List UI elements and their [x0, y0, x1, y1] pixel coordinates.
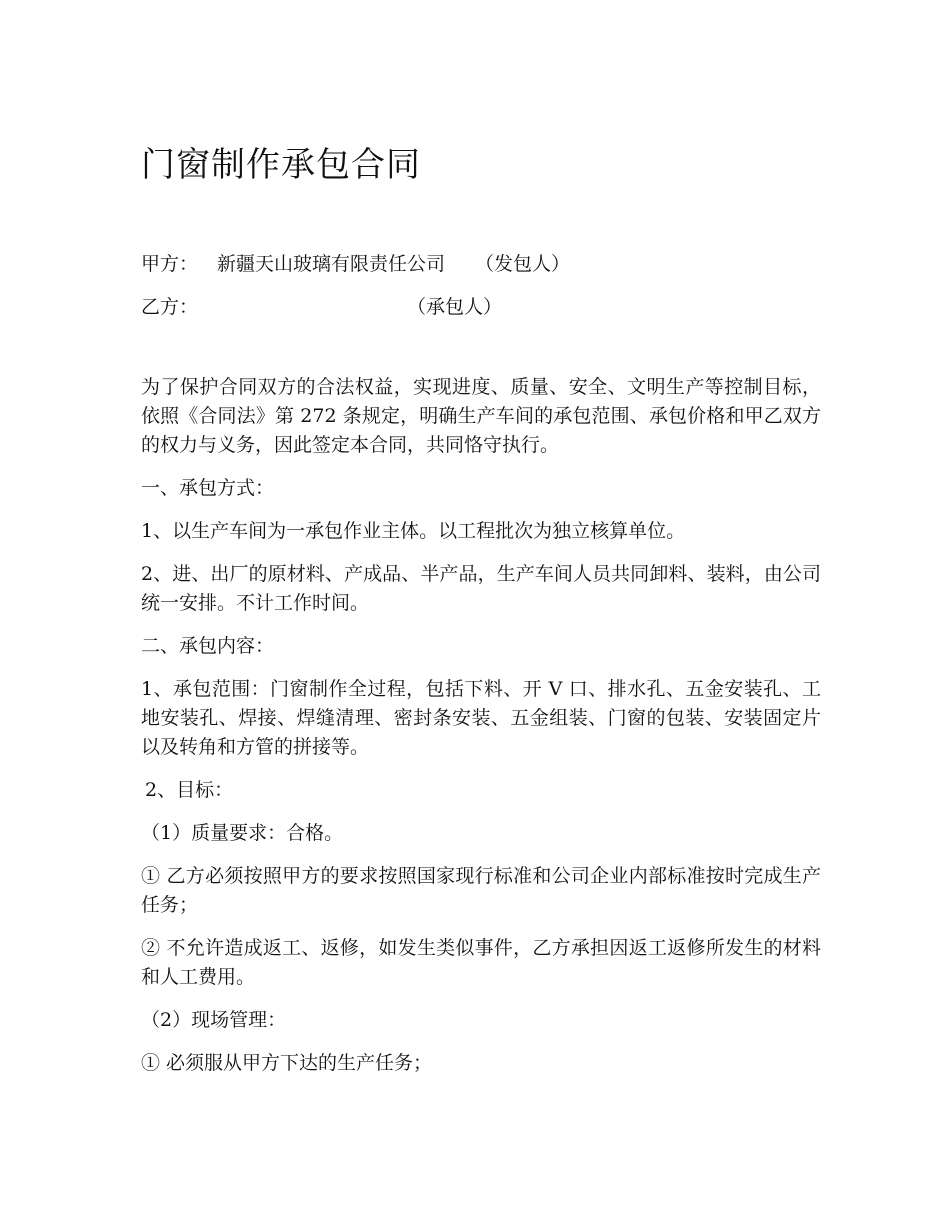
section-heading-contract-method: 一、承包方式：	[141, 477, 275, 499]
party-a-name: 新疆天山玻璃有限责任公司	[217, 253, 446, 275]
clause-paragraph: ① 必须服从甲方下达的生产任务；	[141, 1052, 433, 1074]
party-b-label: 乙方：	[141, 296, 199, 318]
subsection-heading-target: 2、目标：	[145, 779, 234, 801]
party-b-line	[141, 293, 821, 321]
document-title: 门窗制作承包合同	[141, 145, 421, 185]
subsection-heading-site-management: （2）现场管理：	[141, 1009, 287, 1031]
party-b-role: （承包人）	[407, 296, 503, 318]
clause-paragraph: 2、进、出厂的原材料、产成品、半产品，生产车间人员共同卸料、装料，由公司统一安排。不计工作时间。	[141, 563, 821, 614]
section-heading-contract-content: 二、承包内容：	[141, 635, 275, 657]
subsection-heading-quality: （1）质量要求：合格。	[141, 822, 344, 844]
clause-paragraph: ② 不允许造成返工、返修，如发生类似事件，乙方承担因返工返修所发生的材料和人工费用。	[141, 937, 821, 988]
clause-paragraph: ① 乙方必须按照甲方的要求按照国家现行标准和公司企业内部标准按时完成生产任务；	[141, 865, 821, 916]
document-body	[141, 140, 821, 1092]
party-a-role: （发包人）	[475, 253, 571, 275]
preamble-paragraph: 为了保护合同双方的合法权益，实现进度、质量、安全、文明生产等控制目标，依照《合同法》第 272 条规定，明确生产车间的承包范围、承包价格和甲乙双方的权力与义务，因此签定本合同，共同恪守执行。	[141, 376, 821, 456]
party-a-label: 甲方：	[141, 253, 199, 275]
section-spacer	[141, 336, 821, 373]
clause-paragraph: 1、以生产车间为一承包作业主体。以工程批次为独立核算单位。	[141, 520, 686, 542]
clause-paragraph: 1、承包范围：门窗制作全过程，包括下料、开 V 口、排水孔、五金安装孔、工地安装孔、焊接、焊缝清理、密封条安装、五金组装、门窗的包装、安装固定片以及转角和方管的拼接等。	[141, 678, 821, 758]
party-a-line	[141, 250, 821, 278]
